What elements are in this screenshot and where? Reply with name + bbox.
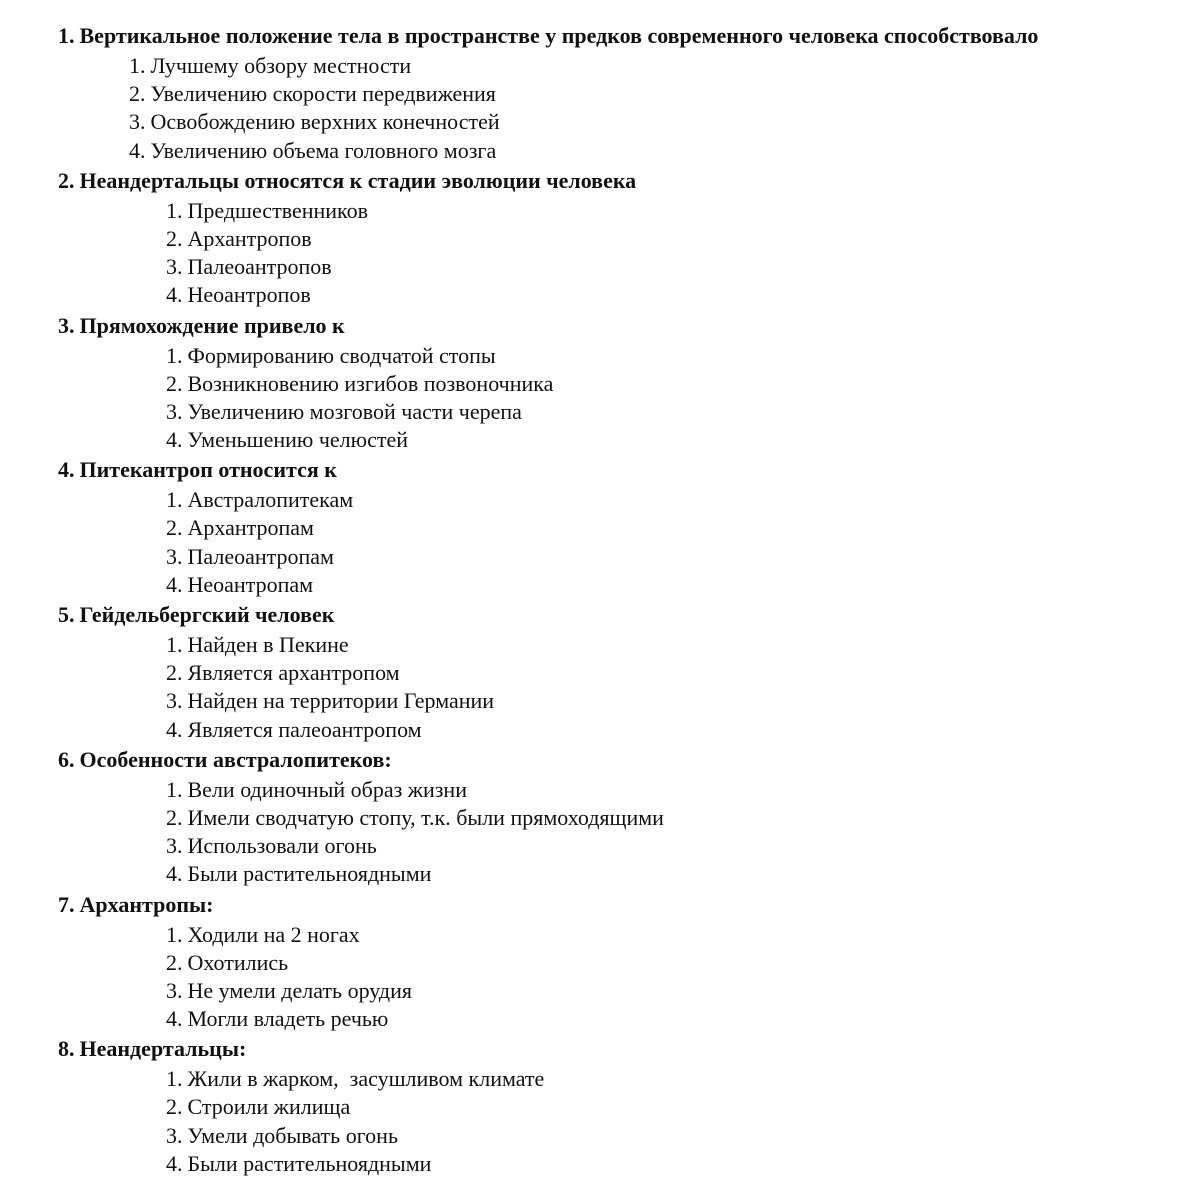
question-title [58, 891, 1199, 921]
answer-text: Возникновению изгибов позвоночника [187, 370, 554, 396]
answer-option [166, 949, 1199, 977]
answer-text: Умели добывать огонь [187, 1122, 398, 1148]
answer-text: Имели сводчатую стопу, т.к. были прямоходящими [187, 804, 664, 830]
answer-text: Австралопитекам [187, 487, 354, 513]
answer-number: 1. [129, 53, 146, 78]
answer-option [166, 687, 1199, 715]
answer-text: Были растительноядными [187, 1150, 432, 1176]
question-number: 2. [58, 167, 75, 193]
answer-option [166, 1065, 1199, 1093]
question-7 [58, 891, 1199, 1034]
answer-text: Является палеоантропом [187, 716, 422, 742]
answer-number: 4. [166, 716, 183, 742]
answer-list [58, 197, 1199, 310]
answer-option [166, 197, 1199, 225]
question-text: Вертикальное положение тела в пространстве у предков современного человека способствовало [79, 23, 1039, 48]
answer-number: 2. [166, 660, 183, 686]
question-number: 4. [58, 457, 75, 483]
answer-option [166, 370, 1199, 398]
answer-option [166, 1005, 1199, 1033]
answer-number: 3. [166, 1122, 183, 1148]
question-5 [58, 601, 1199, 744]
question-text: Неандертальцы: [79, 1036, 247, 1062]
answer-text: Использовали огонь [187, 833, 377, 859]
answer-text: Палеоантропам [187, 543, 334, 569]
answer-text: Жили в жарком, засушливом климате [187, 1066, 545, 1092]
answer-number: 3. [166, 977, 183, 1003]
answer-list [58, 486, 1199, 599]
answer-number: 1. [166, 632, 183, 657]
answer-number: 2. [166, 370, 183, 396]
answer-option [166, 571, 1199, 599]
answer-number: 1. [166, 921, 183, 947]
answer-option [166, 832, 1199, 860]
question-number: 3. [58, 312, 75, 338]
answer-text: Архантропам [187, 515, 314, 541]
question-number: 5. [58, 602, 75, 627]
answer-option [166, 977, 1199, 1005]
answer-number: 1. [166, 776, 183, 802]
answer-option [166, 398, 1199, 426]
question-title [58, 1035, 1199, 1065]
answer-number: 1. [166, 487, 183, 513]
answer-text: Охотились [187, 949, 289, 975]
answer-number: 4. [166, 861, 183, 887]
answer-list [58, 52, 1199, 165]
answer-text: Предшественников [187, 197, 368, 223]
answer-text: Формированию сводчатой стопы [187, 342, 496, 368]
question-text: Неандертальцы относятся к стадии эволюции человека [79, 167, 637, 193]
answer-number: 3. [166, 543, 183, 569]
answer-option [166, 253, 1199, 281]
answer-text: Неоантропов [187, 282, 311, 308]
answer-text: Неоантропам [187, 571, 314, 597]
answer-number: 4. [166, 1006, 183, 1032]
answer-number: 2. [166, 225, 183, 251]
question-text: Прямохождение привело к [79, 312, 345, 338]
question-title [58, 167, 1199, 197]
question-title [58, 601, 1199, 631]
answer-number: 1. [166, 1066, 183, 1092]
question-text: Питекантроп относится к [79, 457, 337, 483]
answer-text: Уменьшению челюстей [187, 427, 408, 453]
answer-number: 4. [166, 1150, 183, 1176]
question-6 [58, 746, 1199, 889]
answer-text: Были растительноядными [187, 861, 432, 887]
question-title [58, 746, 1199, 776]
answer-option [166, 281, 1199, 309]
answer-list [58, 776, 1199, 889]
question-number: 7. [58, 891, 75, 917]
answer-option [166, 514, 1199, 542]
answer-text: Строили жилища [187, 1094, 351, 1120]
answer-text: Найден на территории Германии [187, 688, 495, 714]
answer-option [129, 137, 1199, 165]
answer-text: Лучшему обзору местности [150, 53, 412, 78]
answer-option [166, 631, 1199, 659]
answer-option [166, 225, 1199, 253]
answer-option [166, 1093, 1199, 1121]
answer-text: Могли владеть речью [187, 1006, 389, 1032]
answer-option [166, 543, 1199, 571]
answer-number: 2. [166, 949, 183, 975]
answer-text: Палеоантропов [187, 254, 332, 280]
answer-list [58, 631, 1199, 744]
answer-option [166, 342, 1199, 370]
answer-option [166, 426, 1199, 454]
answer-option [166, 659, 1199, 687]
question-text: Гейдельбергский человек [79, 602, 335, 627]
question-1 [58, 22, 1199, 165]
question-number: 8. [58, 1036, 75, 1062]
answer-text: Архантропов [187, 225, 312, 251]
answer-option [129, 108, 1199, 136]
answer-option [166, 921, 1199, 949]
answer-number: 3. [166, 398, 183, 424]
answer-option [166, 804, 1199, 832]
answer-text: Ходили на 2 ногах [187, 921, 360, 947]
answer-text: Освобождению верхних конечностей [150, 109, 500, 135]
answer-option [166, 776, 1199, 804]
answer-list [58, 342, 1199, 455]
answer-number: 2. [166, 515, 183, 541]
question-title [58, 22, 1199, 52]
answer-option [129, 80, 1199, 108]
answer-option [166, 486, 1199, 514]
question-4 [58, 456, 1199, 599]
answer-number: 4. [166, 282, 183, 308]
question-text: Особенности австралопитеков: [79, 746, 392, 772]
answer-list [58, 921, 1199, 1034]
answer-number: 1. [166, 342, 183, 368]
answer-number: 2. [166, 804, 183, 830]
answer-text: Является архантропом [187, 660, 400, 686]
answer-option [166, 1122, 1199, 1150]
question-title [58, 312, 1199, 342]
question-text: Архантропы: [79, 891, 214, 917]
answer-option [166, 716, 1199, 744]
question-3 [58, 312, 1199, 455]
answer-text: Увеличению объема головного мозга [150, 137, 497, 163]
answer-text: Увеличению скорости передвижения [150, 81, 496, 107]
question-number: 1. [58, 23, 75, 48]
answer-text: Не умели делать орудия [187, 977, 412, 1003]
answer-text: Найден в Пекине [187, 632, 349, 657]
answer-number: 3. [129, 109, 146, 135]
answer-number: 4. [129, 137, 146, 163]
answer-number: 3. [166, 833, 183, 859]
question-number: 6. [58, 746, 75, 772]
answer-number: 2. [166, 1094, 183, 1120]
answer-number: 2. [129, 81, 146, 107]
answer-text: Увеличению мозговой части черепа [187, 398, 522, 424]
answer-number: 4. [166, 427, 183, 453]
question-8 [58, 1035, 1199, 1178]
answer-option [129, 52, 1199, 80]
answer-number: 4. [166, 571, 183, 597]
answer-number: 1. [166, 197, 183, 223]
answer-text: Вели одиночный образ жизни [187, 776, 467, 802]
question-title [58, 456, 1199, 486]
answer-number: 3. [166, 688, 183, 714]
question-2 [58, 167, 1199, 310]
answer-option [166, 1150, 1199, 1178]
answer-option [166, 860, 1199, 888]
answer-list [58, 1065, 1199, 1178]
answer-number: 3. [166, 254, 183, 280]
